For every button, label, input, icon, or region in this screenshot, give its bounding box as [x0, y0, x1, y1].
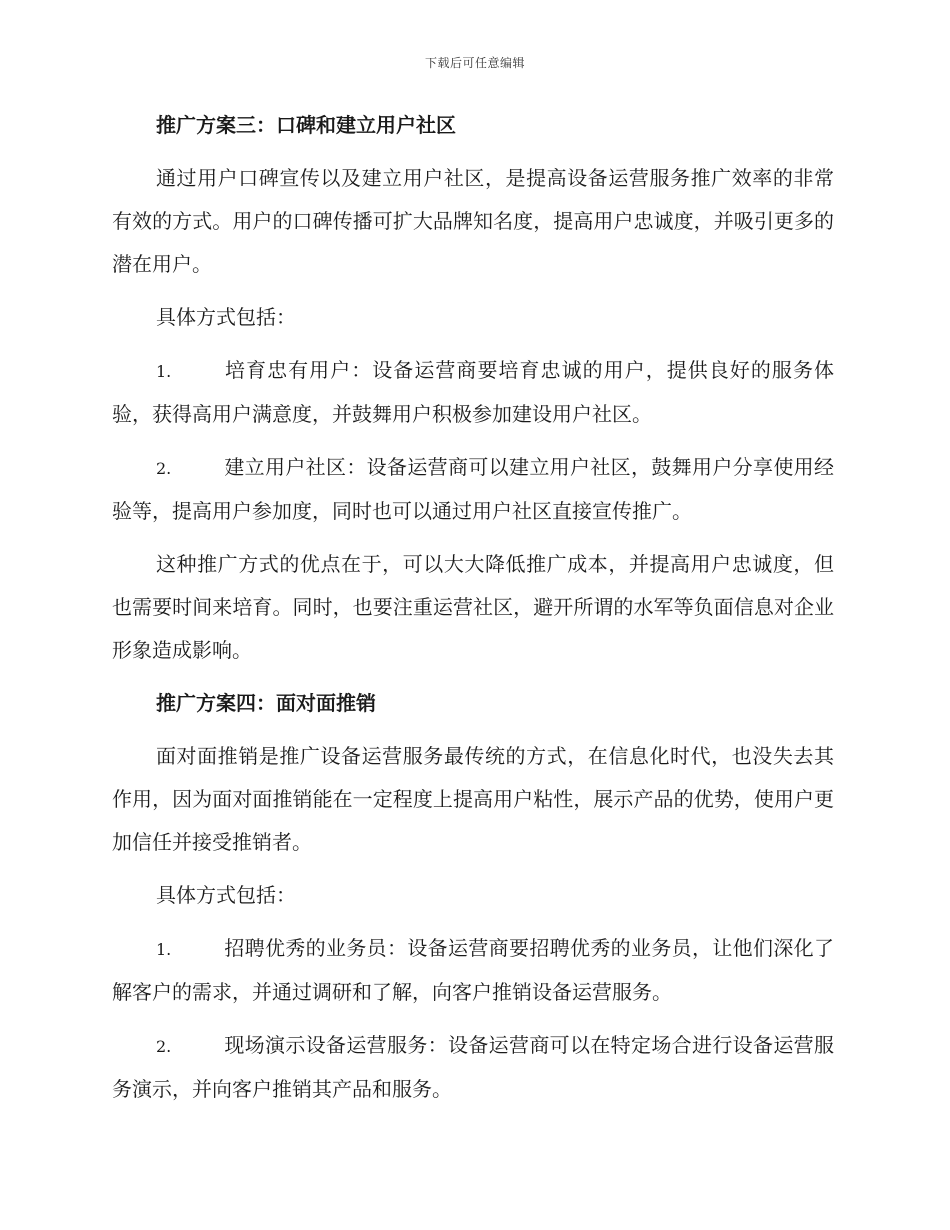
list-item [112, 349, 834, 436]
page-header: 下载后可任意编辑 [424, 56, 525, 70]
list-number: 1. [156, 940, 172, 959]
list-item-text: 建立用户社区：设备运营商可以建立用户社区，鼓舞用户分享使用经验等，提高用户参加度，同时也可以通过用户社区直接宣传推广。 [112, 455, 834, 523]
section-3-conclusion: 这种推广方式的优点在于，可以大大降低推广成本，并提高用户忠诚度，但也需要时间来培育。同时，也要注重运营社区，避开所谓的水军等负面信息对企业形象造成影响。 [112, 552, 834, 662]
list-number: 2. [156, 1037, 172, 1056]
list-number: 2. [156, 459, 172, 478]
list-item-text: 招聘优秀的业务员：设备运营商要招聘优秀的业务员，让他们深化了解客户的需求，并通过调研和了解，向客户推销设备运营服务。 [112, 936, 834, 1004]
list-number: 1. [156, 362, 172, 381]
list-item [112, 927, 834, 1014]
section-heading-4: 推广方案四：面对面推销 [156, 691, 376, 715]
list-item-text: 培育忠有用户：设备运营商要培育忠诚的用户，提供良好的服务体验，获得高用户满意度，并鼓舞用户积极参加建设用户社区。 [112, 358, 834, 426]
section-heading-3: 推广方案三：口碑和建立用户社区 [156, 113, 456, 137]
list-item [112, 446, 834, 533]
section-3-intro: 通过用户口碑宣传以及建立用户社区，是提高设备运营服务推广效率的非常有效的方式。用户的口碑传播可扩大品牌知名度，提高用户忠诚度，并吸引更多的潜在用户。 [112, 166, 834, 276]
document-body [112, 104, 834, 1121]
section-4-intro: 面对面推销是推广设备运营服务最传统的方式，在信息化时代，也没失去其作用，因为面对面推销能在一定程度上提高用户粘性，展示产品的优势，使用户更加信任并接受推销者。 [112, 744, 834, 854]
list-item-text: 现场演示设备运营服务：设备运营商可以在特定场合进行设备运营服务演示，并向客户推销其产品和服务。 [112, 1033, 834, 1101]
list-item [112, 1024, 834, 1111]
section-4-lead: 具体方式包括： [156, 883, 296, 907]
section-3-lead: 具体方式包括： [156, 305, 296, 329]
